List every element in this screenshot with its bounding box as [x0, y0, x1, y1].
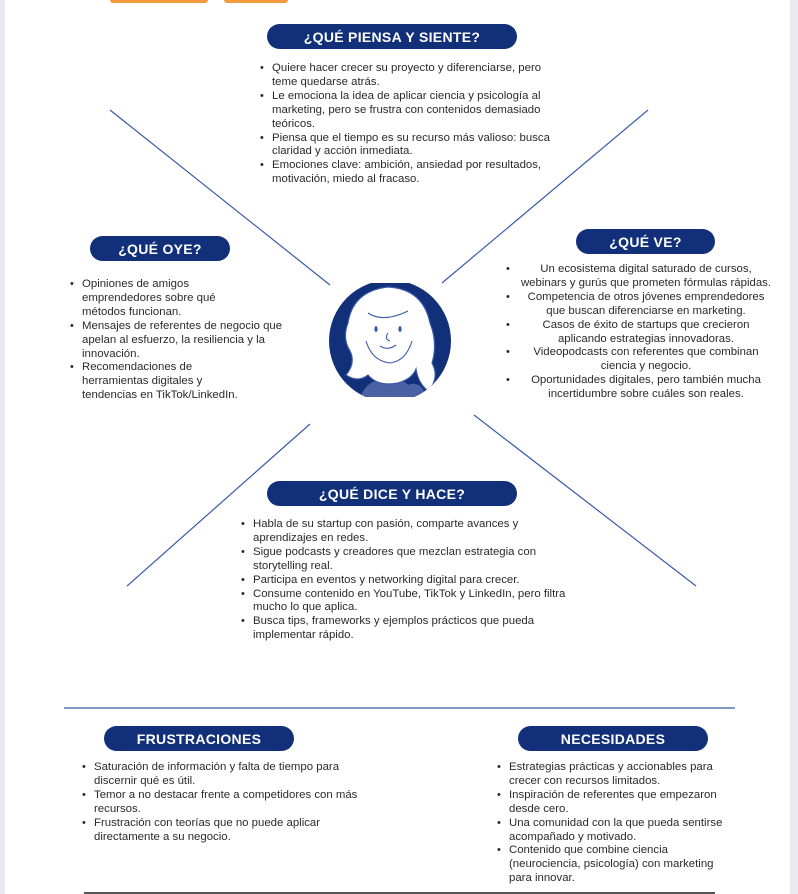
- ve-block: [518, 263, 774, 402]
- piensa-siente-block: [258, 62, 558, 187]
- list-item: • Consume contenido en YouTube, TikTok y LinkedIn, pero filtra mucho lo que aplica.: [253, 588, 574, 616]
- list-item: • Un ecosistema digital saturado de cursos, webinars y gurús que prometen fórmulas rápidas.: [518, 263, 774, 291]
- list-item: • Estrategias prácticas y accionables para crecer con recursos limitados.: [509, 761, 731, 789]
- list-item: • Emociones clave: ambición, ansiedad por resultados, motivación, miedo al fracaso.: [272, 159, 558, 187]
- frustraciones-title: FRUSTRACIONES: [104, 726, 294, 751]
- list-item: • Frustración con teorías que no puede aplicar directamente a su negocio.: [94, 817, 380, 845]
- list-item: • Casos de éxito de startups que crecieron aplicando estrategias innovadoras.: [518, 319, 774, 347]
- list-item: • Mensajes de referentes de negocio que apelan al esfuerzo, la resiliencia y la innovación.: [82, 320, 298, 362]
- necesidades-list: [495, 761, 731, 886]
- piensa-siente-title: ¿QUÉ PIENSA Y SIENTE?: [267, 24, 517, 49]
- piensa-siente-list: [258, 62, 558, 187]
- dice-hace-title: ¿QUÉ DICE Y HACE?: [267, 481, 517, 506]
- dice-hace-block: [239, 518, 574, 643]
- frustraciones-list: [80, 761, 380, 844]
- dice-hace-list: [239, 518, 574, 643]
- list-item: • Competencia de otros jóvenes emprendedores que buscan diferenciarse en marketing.: [518, 291, 774, 319]
- oye-list: [68, 278, 298, 403]
- list-item: • Inspiración de referentes que empezaron desde cero.: [509, 789, 731, 817]
- list-item: • Videopodcasts con referentes que combinan ciencia y negocio.: [518, 346, 774, 374]
- ve-list: [518, 263, 774, 402]
- list-item: • Contenido que combine ciencia (neurociencia, psicología) con marketing para innovar.: [509, 844, 731, 886]
- list-item: • Opiniones de amigos emprendedores sobre qué métodos funcionan.: [82, 278, 298, 320]
- list-item: • Participa en eventos y networking digital para crecer.: [253, 574, 574, 588]
- necesidades-block: [495, 761, 731, 886]
- list-item: • Quiere hacer crecer su proyecto y diferenciarse, pero teme quedarse atrás.: [272, 62, 558, 90]
- list-item: • Una comunidad con la que pueda sentirse acompañado y motivado.: [509, 817, 731, 845]
- list-item: • Piensa que el tiempo es su recurso más valioso: busca claridad y acción inmediata.: [272, 132, 558, 160]
- list-item: • Sigue podcasts y creadores que mezclan estrategia con storytelling real.: [253, 546, 574, 574]
- list-item: • Habla de su startup con pasión, comparte avances y aprendizajes en redes.: [253, 518, 574, 546]
- list-item: • Saturación de información y falta de tiempo para discernir qué es útil.: [94, 761, 380, 789]
- oye-title: ¿QUÉ OYE?: [90, 236, 230, 261]
- list-item: • Oportunidades digitales, pero también mucha incertidumbre sobre cuáles son reales.: [518, 374, 774, 402]
- oye-block: [68, 278, 298, 403]
- list-item: • Busca tips, frameworks y ejemplos prácticos que pueda implementar rápido.: [253, 615, 574, 643]
- list-item: • Le emociona la idea de aplicar ciencia y psicología al marketing, pero se frustra con contenidos demasiado teóricos.: [272, 90, 558, 132]
- ve-title: ¿QUÉ VE?: [576, 229, 715, 254]
- list-item: • Recomendaciones de herramientas digitales y tendencias en TikTok/LinkedIn.: [82, 361, 298, 403]
- frustraciones-block: [80, 761, 380, 844]
- woman-avatar-icon: [328, 283, 454, 397]
- necesidades-title: NECESIDADES: [518, 726, 708, 751]
- list-item: • Temor a no destacar frente a competidores con más recursos.: [94, 789, 380, 817]
